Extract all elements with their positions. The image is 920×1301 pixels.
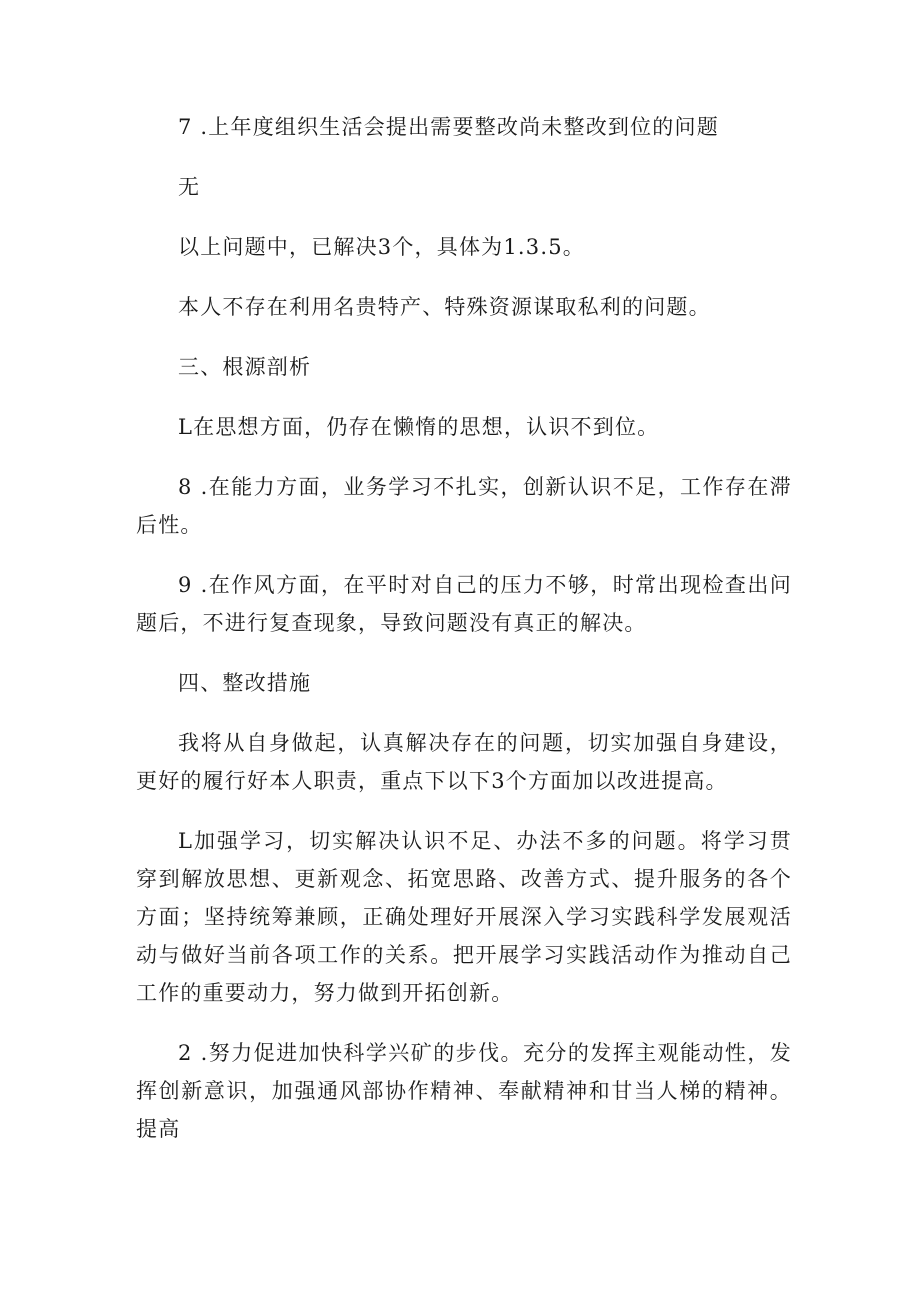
paragraph-work-style: 9 .在作风方面，在平时对自己的压力不够，时常出现检查出问题后，不进行复查现象，导致问题没有真正的解决。 <box>136 573 792 635</box>
paragraph-resolved-summary: 以上问题中，已解决3个，具体为1.3.5。 <box>178 235 585 259</box>
paragraph-thinking: L在思想方面，仍存在懒惰的思想，认识不到位。 <box>178 415 660 439</box>
document-body <box>136 108 792 1148</box>
paragraph-intro-measures: 我将从自身做起，认真解决存在的问题，切实加强自身建设，更好的履行好本人职责，重点下以下3个方面加以改进提高。 <box>136 731 792 793</box>
paragraph-no-private-gain: 本人不存在利用名贵特产、特殊资源谋取私利的问题。 <box>178 295 711 319</box>
section-heading-rectification: 四、整改措施 <box>178 671 312 695</box>
section-heading-root-cause: 三、根源剖析 <box>178 355 312 379</box>
paragraph-measure-progress: 2 .努力促进加快科学兴矿的步伐。充分的发挥主观能动性，发挥创新意识，加强通风部协作精神、奉献精神和甘当人梯的精神。提高 <box>136 1041 792 1141</box>
paragraph-measure-study: L加强学习，切实解决认识不足、办法不多的问题。将学习贯穿到解放思想、更新观念、拓宽思路、改善方式、提升服务的各个方面；坚持统筹兼顾，正确处理好开展深入学习实践科学发展观活动与做好当前各项工作的关系。把开展学习实践活动作为推动自己工作的重要动力，努力做到开拓创新。 <box>136 829 792 1005</box>
paragraph-item-7: 7 .上年度组织生活会提出需要整改尚未整改到位的问题 <box>178 115 719 139</box>
paragraph-none: 无 <box>178 175 201 199</box>
paragraph-ability: 8 .在能力方面，业务学习不扎实，创新认识不足，工作存在滞后性。 <box>136 475 792 537</box>
